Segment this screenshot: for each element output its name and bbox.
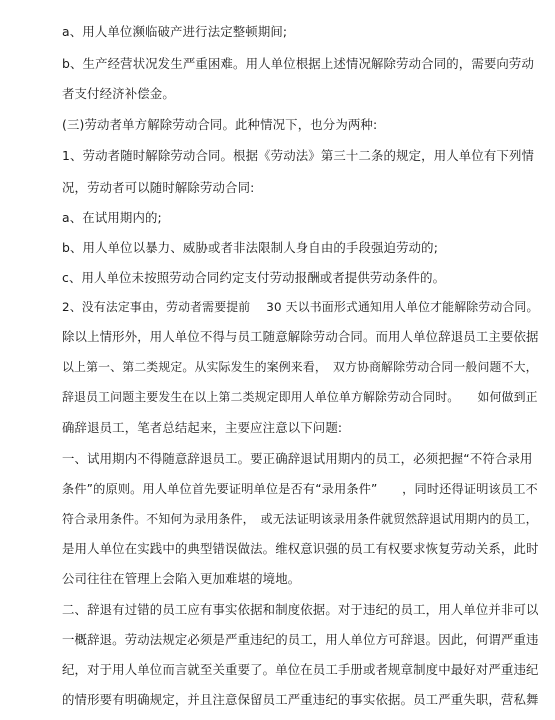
text-line: 确辞退员工，笔者总结起来，主要应注意以下问题: [62, 420, 343, 435]
text-line: b、用人单位以暴力、威胁或者非法限制人身自由的手段强迫劳动的; [62, 240, 439, 255]
text-line: 二、辞退有过错的员工应有事实依据和制度依据。对于违纪的员工，用人单位并非可以 [62, 602, 539, 617]
text-line: b、生产经营状况发生严重困难。用人单位根据上述情况解除劳动合同的，需要向劳动 [62, 56, 535, 71]
text-line: 公司往往在管理上会陷入更加难堪的境地。 [62, 571, 301, 586]
text-line: 纪，对于用人单位而言就至关重要了。单位在员工手册或者规章制度中最好对严重违纪 [62, 662, 539, 677]
text-line: c、用人单位未按照劳动合同约定支付劳动报酬或者提供劳动条件的。 [62, 270, 446, 285]
text-line: 是用人单位在实践中的典型错误做法。维权意识强的员工有权要求恢复劳动关系，此时 [62, 541, 539, 556]
text-line: 除以上情形外，用人单位不得与员工随意解除劳动合同。而用人单位辞退员工主要依据 [62, 329, 539, 344]
text-line: a、在试用期内的; [62, 210, 162, 225]
text-line: 者支付经济补偿金。 [62, 86, 175, 101]
text-line: 况，劳动者可以随时解除劳动合同: [62, 180, 255, 195]
text-line: a、用人单位濒临破产进行法定整顿期间; [62, 24, 288, 39]
text-line: 辞退员工问题主要发生在以上第二类规定即用人单位单方解除劳动合同时。 如何做到正 [62, 390, 538, 404]
text-line: 以上第一、第二类规定。从实际发生的案例来看， 双方协商解除劳动合同一般问题不大， [62, 360, 538, 374]
text-line: 一、试用期内不得随意辞退员工。要正确辞退试用期内的员工，必须把握“不符合录用 [62, 451, 533, 466]
text-line: 1、劳动者随时解除劳动合同。根据《劳动法》第三十二条的规定，用人单位有下列情 [62, 148, 535, 163]
text-line: 2、没有法定事由，劳动者需要提前 30 天以书面形式通知用人单位才能解除劳动合同。 [62, 300, 539, 314]
text-line: 一概辞退。劳动法规定必须是严重违纪的员工，用人单位方可辞退。因此，何谓严重违 [62, 632, 539, 647]
text-line: 的情形要有明确规定，并且注意保留员工严重违纪的事实依据。员工严重失职，营私舞 [62, 692, 539, 707]
text-line: 符合录用条件。不知何为录用条件， 或无法证明该录用条件就贸然辞退试用期内的员工， [62, 512, 538, 526]
text-line: 条件”的原则。用人单位首先要证明单位是否有“录用条件” ，同时还得证明该员工不 [62, 482, 538, 496]
text-line: (三)劳动者单方解除劳动合同。此种情况下，也分为两种: [62, 117, 378, 132]
